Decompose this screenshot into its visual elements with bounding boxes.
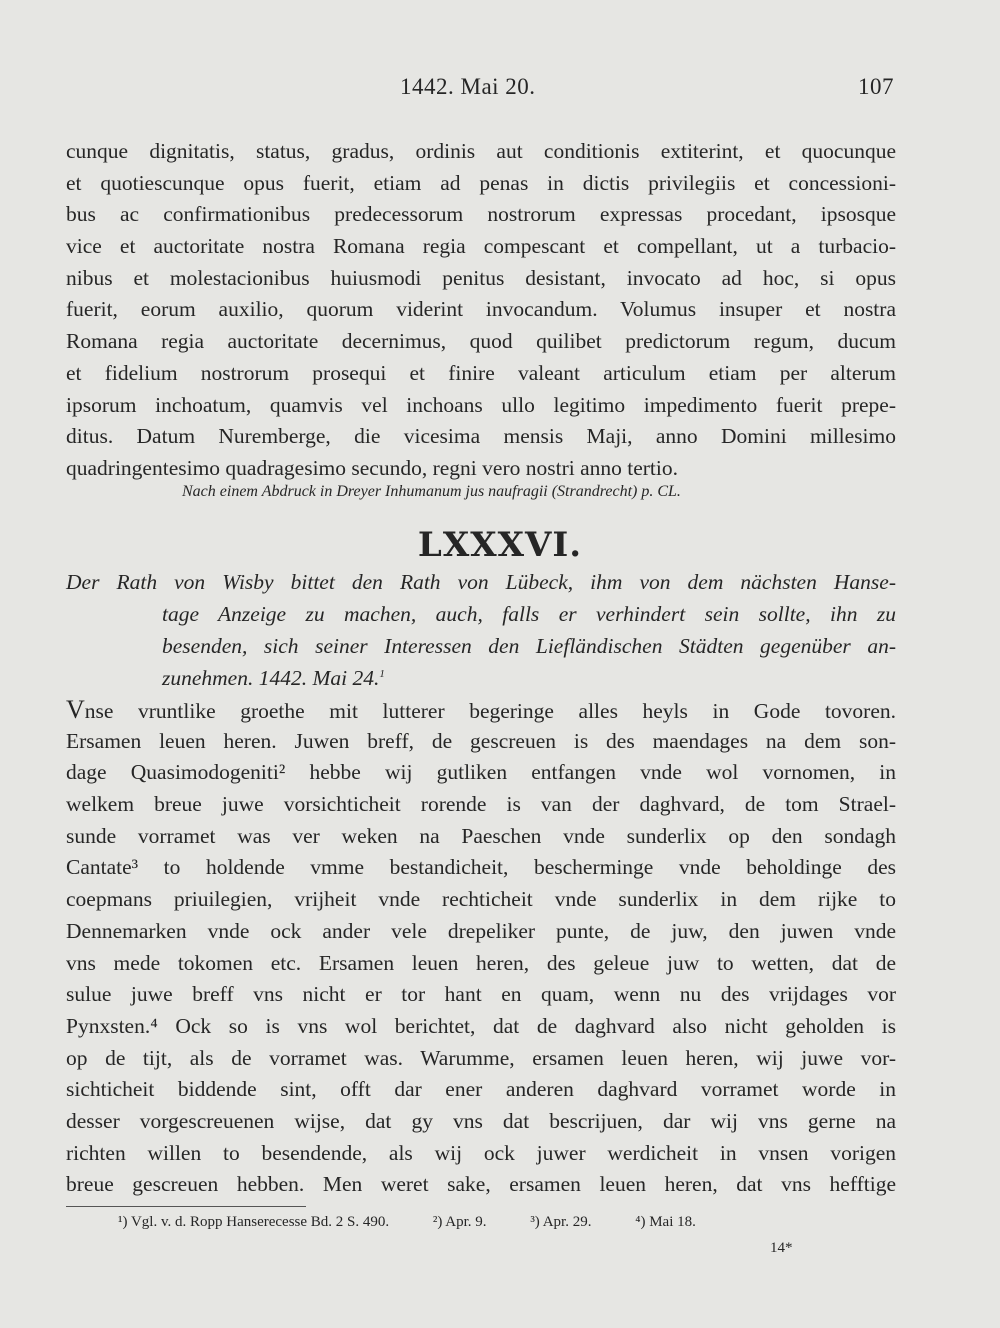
footnote: ³) Apr. 29. <box>530 1214 592 1230</box>
text-line: Pynxsten.⁴ Ock so is vns wol berichtet, dat de daghvard also nicht geholden is <box>66 1013 896 1038</box>
source-note: Nach einem Abdruck in Dreyer Inhumanum jus naufragii (Strandrecht) p. CL. <box>182 483 681 500</box>
text-line: coepmans priuilegien, vrijheit vnde rechticheit vnde sunderlix in dem rijke to <box>66 887 896 912</box>
footnote-mark: 1 <box>379 667 385 680</box>
paragraph-latin <box>66 136 896 485</box>
text-line: vice et auctoritate nostra Romana regia compescant et compellant, ut a turbacio- <box>66 234 896 259</box>
page-number: 107 <box>858 74 894 99</box>
text-line: bus ac confirmationibus predecessorum nostrorum expressas procedant, ipsosque <box>66 202 896 227</box>
text-line: et fidelium nostrorum prosequi et finire valeant articulum etiam per alterum <box>66 360 896 385</box>
text-line: welkem breue juwe vorsichticheit rorende is van der daghvard, de tom Strael- <box>66 792 896 817</box>
paragraph-low-german <box>66 694 896 1201</box>
text-line: et quotiescunque opus fuerit, etiam ad penas in dictis privilegiis et concessioni- <box>66 170 896 195</box>
footnote: ⁴) Mai 18. <box>635 1214 696 1230</box>
running-head-date: 1442. Mai 20. <box>400 74 536 99</box>
text-line: vns mede tokomen etc. Ersamen leuen heren, des geleue juw to wetten, dat de <box>66 950 896 975</box>
text-line: dage Quasimodogeniti² hebbe wij gutliken entfangen vnde wol vornomen, in <box>66 760 896 785</box>
text-line: nibus et molestacionibus huiusmodi penitus desistant, invocato ad hoc, si opus <box>66 265 896 290</box>
footnotes <box>118 1214 736 1231</box>
text-line: quadringentesimo quadragesimo secundo, regni vero nostri anno tertio. <box>66 455 678 480</box>
regest-line-text: zunehmen. 1442. Mai 24. <box>162 666 380 690</box>
regest-line: besenden, sich seiner Interessen den Liefländischen Städten gegenüber an- <box>162 634 896 658</box>
document-number: LXXXVI. <box>417 525 583 565</box>
first-line-text: nse vruntlike groethe mit lutterer begeringe alles heyls in Gode tovoren. <box>84 699 896 723</box>
text-line: desser vorgescreuenen wijse, dat gy vns dat bescrijuen, dar wij vns gerne na <box>66 1108 896 1133</box>
text-line: Dennemarken vnde ock ander vele drepeliker punte, de juw, den juwen vnde <box>66 918 896 943</box>
text-line: Cantate³ to holdende vmme bestandicheit, bescherminge vnde beholdinge des <box>66 855 896 880</box>
text-line: cunque dignitatis, status, gradus, ordinis aut conditionis extiterint, et quocunque <box>66 139 896 163</box>
text-line: fuerit, eorum auxilio, quorum viderint invocandum. Volumus insuper et nostra <box>66 297 896 322</box>
text-line: sulue juwe breff vns nicht er tor hant en quam, wenn nu des vrijdages vor <box>66 982 896 1007</box>
footnote: ¹) Vgl. v. d. Ropp Hanserecesse Bd. 2 S. 490. <box>118 1214 390 1230</box>
text-line: Romana regia auctoritate decernimus, quod quilibet predictorum regum, ducum <box>66 329 896 354</box>
text-line: sichticheit biddende sint, offt dar ener anderen daghvard vorramet worde in <box>66 1077 896 1102</box>
footnote: ²) Apr. 9. <box>432 1214 487 1230</box>
initial-letter: V <box>66 695 85 724</box>
text-line: op de tijt, als de vorramet was. Warumme, ersamen leuen heren, wij juwe vor- <box>66 1045 896 1070</box>
regest-line: tage Anzeige zu machen, auch, falls er verhindert sein sollte, ihn zu <box>162 602 896 626</box>
footnote-rule <box>66 1206 306 1207</box>
text-line: ipsorum inchoatum, quamvis vel inchoans ullo legitimo impedimento fuerit prepe- <box>66 392 896 417</box>
text-line: richten willen to besendende, als wij ock juwer werdicheit in vnsen vorigen <box>66 1140 896 1165</box>
text-line: Ersamen leuen heren. Juwen breff, de gescreuen is des maendages na dem son- <box>66 728 896 753</box>
regest <box>66 566 896 694</box>
regest-line-last <box>66 662 896 694</box>
text-line: breue gescreuen hebben. Men weret sake, ersamen leuen heren, dat vns hefftige <box>66 1172 896 1197</box>
signature-mark: 14* <box>770 1240 793 1256</box>
text-line-first <box>66 694 896 726</box>
text-line: ditus. Datum Nuremberge, die vicesima mensis Maji, anno Domini millesimo <box>66 424 896 449</box>
regest-line: Der Rath von Wisby bittet den Rath von Lübeck, ihm von dem nächsten Hanse- <box>66 570 896 594</box>
text-line: sunde vorramet was ver weken na Paeschen vnde sunderlix op den sondagh <box>66 823 896 848</box>
